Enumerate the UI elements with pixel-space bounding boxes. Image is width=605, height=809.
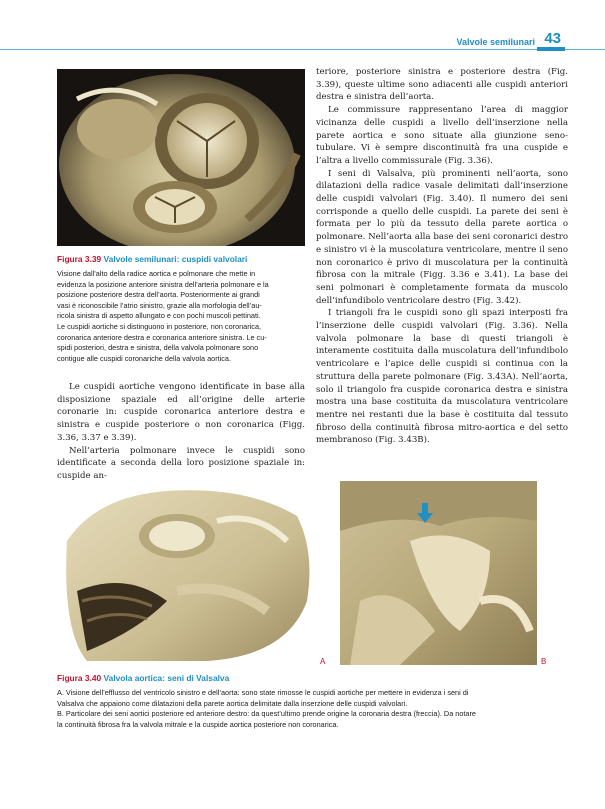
page-number: 43 <box>544 30 561 47</box>
running-header-title: Valvole semilunari <box>456 37 535 47</box>
figure-label: Figura 3.39 <box>57 254 102 264</box>
header-rule <box>0 47 605 52</box>
caption-line: A. Visione dell’efflusso del ventricolo sinistro e dell’aorta: sono state rimosse le cuspidi aortiche per mettere in evidenza i seni di <box>57 688 469 697</box>
caption-line: evidenza la posizione anteriore sinistra dell’arteria polmonare e la <box>57 279 269 289</box>
figure-title: Valvola aortica: seni di Valsalva <box>103 673 230 683</box>
figure-3-39-caption <box>57 269 307 364</box>
figure-3-39-photo <box>57 69 305 246</box>
body-paragraph: I seni di Valsalva, più prominenti nell’aorta, sono dilatazioni della radice vasale delimitati dall’inserzione delle cuspidi valvolari (Fig. 3.40). Il numero dei seni corrisponde a quello delle cuspidi. La parete dei seni è formata per lo più da tessuto della parete aortica o polmonare. Nell’aorta alla base dei seni coronarici destro e sinistro vi è la muscolatura ventricolare, mentre il seno non coronarico è privo di muscolatura per la continuità fibrosa con la mitrale (Figg. 3.36 e 3.41). La base dei seni polmonari è completamente formata da muscolo dell’infundibolo ventricolare destro (Fig. 3.42). <box>316 168 568 306</box>
body-paragraph: Le cuspidi aortiche vengono identificate in base alla disposizione spaziale ed all’origine delle arterie coronarie in: cuspide coronarica anteriore destra e sinistra e cuspide posteriore o non coronarica (Figg. 3.36, 3.37 e 3.39). <box>57 382 305 443</box>
body-paragraph: I triangoli fra le cuspidi sono gli spazi interposti fra l’inserzione delle cuspidi valvolari (Fig. 3.36). Nella valvola polmonare la base di questi triangoli è interamente costituita dalla muscolatura dell’infundibolo ventricolare e l’apice delle cuspidi si continua con la struttura della parete polmonare (Fig. 3.43A). Nell’aorta, solo il triangolo fra cuspide coronarica destra e sinistra mostra una base costituita da muscolatura ventricolare mentre nei restanti due la base è costituita dal tessuto fibroso della continuità fibrosa mitro-aortica e del setto membranoso (Fig. 3.43B). <box>316 308 568 446</box>
caption-line: ricola sinistra di aspetto allungato e con pochi muscoli pettinati. <box>57 311 261 321</box>
caption-line: posizione posteriore destra dell’aorta. Posteriormente ai grandi <box>57 290 260 300</box>
figure-3-39-title <box>57 254 307 264</box>
caption-line: spidi posteriori, destra e sinistra, della valvola polmonare sono <box>57 343 259 353</box>
caption-line: Valsalva che appaiono come dilatazioni della parete aortica delimitate dalla inserzione delle cuspidi valvolari. <box>57 698 408 708</box>
caption-line: vasi è riconoscibile l’atrio sinistro, grazie alla morfologia dell’au- <box>57 300 262 310</box>
body-paragraph: Le commissure rappresentano l’area di maggior vicinanza delle cuspidi a livello dell’inserzione nella parete aortica e sono situate alla giunzione seno-tubulare. Vi è sempre discontinuità fra una cuspide e l’altra a livello commissurale (Fig. 3.36). <box>316 105 568 166</box>
figure-label: Figura 3.40 <box>57 673 102 683</box>
right-column-text <box>316 66 568 447</box>
figure-3-40-title <box>57 673 557 683</box>
figure-3-40b-photo <box>340 481 537 665</box>
caption-line: coronarica anteriore destra e coronarica anteriore sinistra. Le cu- <box>57 332 267 342</box>
left-column-text <box>57 381 305 483</box>
caption-line: la continuità fibrosa fra la valvola mitrale e la cuspide aortica posteriore non coronarica. <box>57 719 339 729</box>
caption-line: B. Particolare dei seni aortici posteriore ed anteriore destro: da quest’ultimo prende origine la coronaria destra (freccia). Da notare <box>57 709 476 719</box>
panel-label-b: B <box>541 657 547 666</box>
panel-label-a: A <box>320 657 326 666</box>
caption-line: contigue alle cuspidi coronariche della valvola aortica. <box>57 353 232 363</box>
figure-title: Valvole semilunari: cuspidi valvolari <box>103 254 248 264</box>
caption-line: Le cuspidi aortiche si distinguono in posteriore, non coronarica, <box>57 321 262 331</box>
figure-3-40-caption <box>57 688 569 730</box>
caption-line: Visione dall’alto della radice aortica e polmonare che mette in <box>57 269 256 278</box>
figure-3-40a-photo <box>57 481 316 665</box>
body-paragraph: teriore, posteriore sinistra e posteriore destra (Fig. 3.39), queste ultime sono adiacenti alle cuspidi anteriori destra e sinistra dell’aorta. <box>316 67 568 103</box>
body-paragraph: Nell’arteria polmonare invece le cuspidi sono identificate a seconda della loro posizione spaziale in: cuspide an- <box>57 445 305 481</box>
